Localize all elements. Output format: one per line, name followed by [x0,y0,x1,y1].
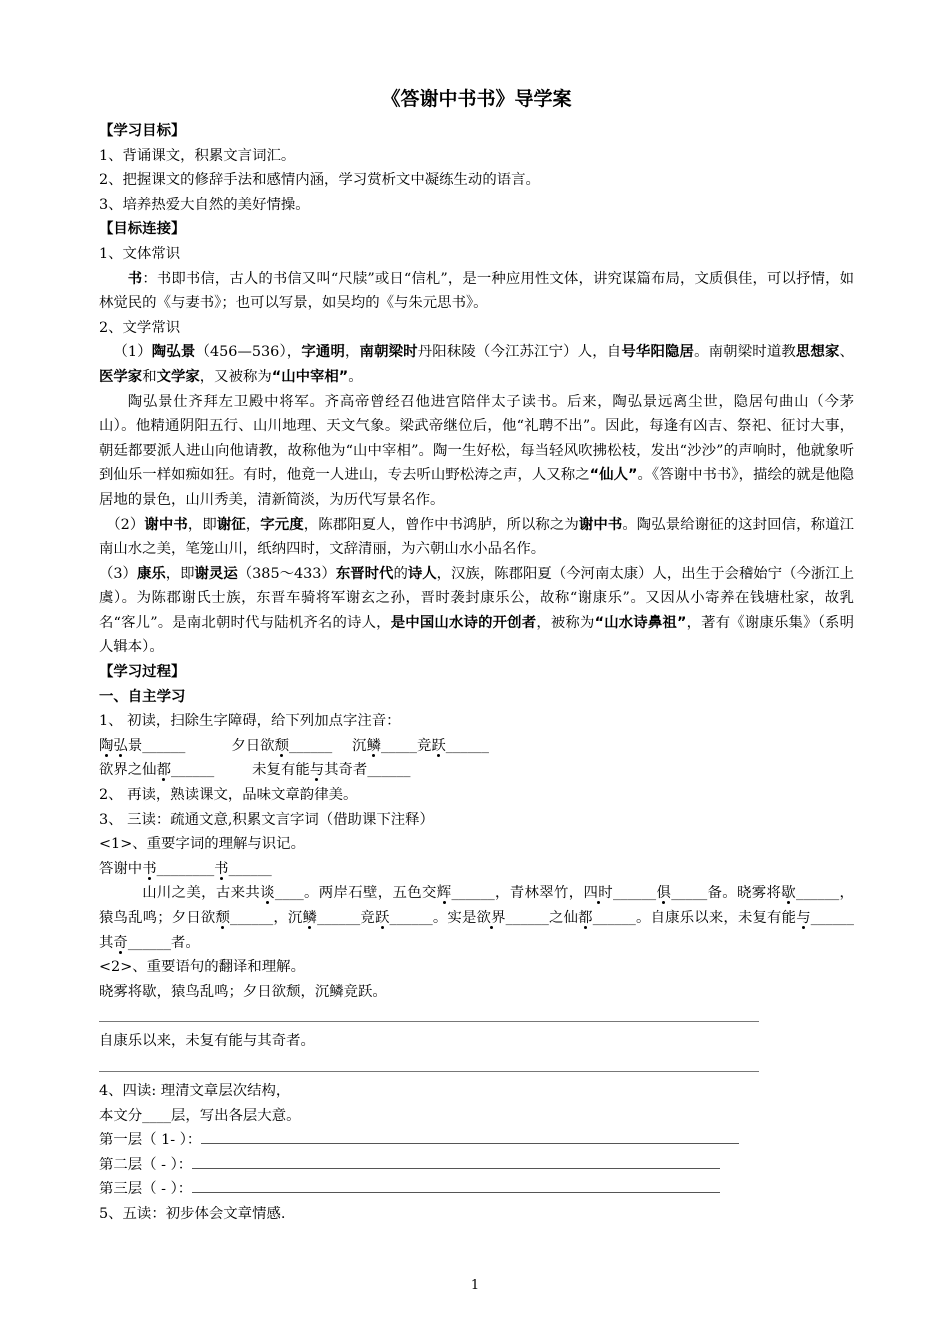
section-heading-link: 【目标连接】 [99,221,186,238]
text-run: 欲界之仙 [99,762,157,779]
recipient-name: 谢中书 [144,516,188,533]
text-run: 陶弘景仕齐拜左卫殿中将军。齐高帝曾经召他进宫陪伴太子读书。后来，陶弘景远离尘世，隐居句曲山（今茅山）。他精通阴阳五行、山川地理、天文气象。梁武帝继位后，他“礼聘不出”。因此，每逢有凶吉、祭祀、征讨大事，朝廷都要派人进山向他请教，故称他为“山中宰相”。陶一生好松，每当轻风吹拂松枝，发出“沙沙”的声响时，他就象听到仙乐一样如痴如狂。有时，他竟一人进山，专去听山野松涛之声，人又称之 [99,393,854,484]
genre-paragraph [99,267,854,316]
text-run: （3） [99,565,137,582]
role-thinker: 思想家 [795,344,840,361]
answer-blank[interactable]: _____竞 [380,737,432,754]
pinyin-row [99,758,854,783]
dotted-char: 欲界 [476,910,506,926]
dotted-char: 与 [796,910,811,926]
step-3: 3、 三读：疏通文意,积累文言字词（借助课下注释） [99,811,434,828]
role-writer: 文学家 [156,368,200,385]
answer-blank[interactable]: 其奇者______ [324,762,411,779]
text-run: ______，青林翠竹， [451,885,584,902]
dotted-char: 鳞 [302,910,318,926]
dotted-char: 歇 [781,885,797,902]
answer-blank[interactable]: ________ [156,860,215,877]
answer-blank[interactable]: ______ [445,737,489,754]
nickname-ancestor: “山水诗鼻祖” [594,614,687,631]
text-run: ，又被称为 [199,368,272,385]
text-run: （2） [106,516,145,533]
text-run: ______，猿鸟乱鸣；夕日欲 [99,885,854,926]
answer-blank[interactable]: ______ [228,860,272,877]
poet-title: 康乐 [136,565,166,582]
dotted-char: 俱 [656,885,672,902]
sub-heading-translation: <2>、重要语句的翻译和理解。 [99,959,305,976]
text-run: ______者。 [127,934,200,951]
answer-line[interactable] [201,1129,739,1144]
dotted-char: 都 [578,910,593,926]
text-run: ______。自康乐以来，未复有能 [592,910,797,926]
answer-blank[interactable]: ______ [612,885,657,902]
layer-label: 第三层（ - ）： [99,1181,193,1198]
subheading-self-study: 一、自主学习 [99,688,186,705]
courtesy-name: 字元度 [260,516,304,533]
text-run: ______之仙 [505,910,579,926]
dynasty: 南朝梁时 [359,344,418,361]
kang-paragraph [99,562,854,660]
genre-term: 书 [127,270,143,287]
answer-blank[interactable]: ______ [288,737,333,754]
author-name: 陶弘景 [151,344,196,361]
text-run: ，陈郡阳夏人，曾作中书鸿胪，所以称之为 [303,516,579,533]
sentence-to-translate: 晓雾将歇，猿鸟乱鸣；夕日欲颓，沉鳞竞跃。 [99,983,387,1000]
text-run: 。 [348,368,363,385]
text-run: （1） [113,344,152,361]
answer-line[interactable] [99,1054,759,1072]
layer-label: 第一层（ 1- ）： [99,1132,202,1149]
text-run: ，著有《谢康乐集》（系明人辑本）。 [99,614,854,656]
text-run: 丹阳秣陵（今江苏江宁）人，自 [417,344,622,361]
era: 东晋时代 [335,565,394,582]
text-run: （456—536）， [195,344,302,361]
dotted-char: 书 [142,860,157,877]
layer-label: 第二层（ - ）： [99,1156,193,1173]
recipient-given-name: 谢征 [216,516,246,533]
step-1: 1、 初读，扫除生字障碍，给下列加点字注音： [99,713,401,730]
pinyin-row [99,734,854,759]
answer-line[interactable] [99,1004,759,1022]
step-4: 4、四读: 理清文章层次结构， [99,1082,291,1099]
text-run: 答谢中 [99,860,143,877]
dotted-char: 书 [214,860,229,877]
layer-row [99,1128,854,1153]
text-run: ，被称为 [536,614,595,631]
text-run: 未复有能 [252,762,310,779]
layers-question: 本文分____层，写出各层大意。 [99,1107,301,1124]
genre-text: ：书即书信，古人的书信又叫“尺牍”或日“信札”，是一种应用性文体，讲究谋篇布局，文质俱佳，可以抒情，如林觉民的《与妻书》；也可以写景，如吴均的《与朱元思书》。 [99,270,854,312]
layer-row [99,1153,854,1178]
xie-paragraph [99,513,854,562]
dotted-char: 跃 [431,737,446,754]
text-run: _____备。晓雾将 [671,885,782,902]
text-run: ______其 [99,910,854,951]
text-run: 和 [142,368,157,385]
dotted-char: 辉 [436,885,452,902]
poet-name: 谢灵运 [194,565,238,582]
text-run: ，即 [187,516,217,533]
text-run: ______竞 [317,910,375,926]
text-run: ，汉族，陈郡阳夏（今河南太康）人，出生于会稽始宁（今浙江上虞）。为陈郡谢氏士族，东晋车骑将军谢玄之孙，晋时袭封康乐公，故称“谢康乐”。又因从小寄养在钱塘杜家，故乳名“客儿”。是南北朝时代与陆机齐名的诗人， [99,565,854,631]
dotted-char: 鳞 [366,737,381,754]
text-run: ____。两岸石壁，五色交 [274,885,437,902]
text-run: ， [345,344,360,361]
answer-line[interactable] [192,1154,720,1169]
tao-story-paragraph [99,390,854,513]
role-physician: 医学家 [99,368,143,385]
dotted-char: 跃 [374,910,390,926]
dotted-char: 谈 [260,885,275,902]
subheading-literature: 2、文学常识 [99,319,181,336]
dotted-char: 弘 [113,737,128,754]
text-run: ______。实是 [389,910,477,926]
sub-heading-vocab: <1>、重要字词的理解与识记。 [99,836,305,853]
nickname-immortal: “仙人” [589,467,638,484]
subheading-genre: 1、文体常识 [99,245,181,262]
art-name: 号华阳隐居 [621,344,695,361]
document-page [99,84,854,1227]
text-run: 的 [393,565,408,582]
text-run: ______，沉 [230,910,303,926]
dotted-char: 奇 [113,934,128,951]
tao-intro-paragraph [99,340,854,389]
dotted-char: 四时 [583,885,613,902]
page-title: 《答谢中书书》导学案 [381,88,572,110]
text-run: 、 [839,344,854,361]
nickname: “山中宰相” [271,368,349,385]
role-poet: 诗人 [407,565,437,582]
answer-line[interactable] [192,1178,720,1193]
section-heading-process: 【学习过程】 [99,664,186,681]
page-number: 1 [470,1278,480,1293]
vocab-row [99,857,854,882]
founder-phrase: 是中国山水诗的开创者 [390,614,537,631]
step-2: 2、 再读，熟读课文，品味文章韵律美。 [99,787,358,804]
text-run: （385～433） [237,565,336,582]
dotted-char: 都 [156,762,171,779]
dotted-char: 颓 [274,737,289,754]
step-5: 5、五读：初步体会文章情感. [99,1205,286,1222]
layer-row [99,1177,854,1202]
goal-item: 3、培养热爱大自然的美好情操。 [99,196,310,213]
goal-item: 2、把握课文的修辞手法和感情内涵，学习赏析文中凝练生动的语言。 [99,172,540,189]
text-run: 山川之美，古来共 [142,885,261,902]
passage-paragraph [99,881,854,955]
recipient-name: 谢中书 [578,516,623,533]
section-heading-goals: 【学习目标】 [99,123,186,139]
text-run: 夕日欲 [231,737,275,754]
answer-blank[interactable]: 景______ [127,737,186,754]
dotted-char: 陶 [99,737,114,754]
text-run: ， [245,516,261,533]
dotted-char: 颓 [215,910,231,926]
text-run: 。《答谢中书书》，描绘的就是他隐居地的景色，山川秀美，清新简淡，为历代写景名作。 [99,467,854,508]
courtesy-name: 字通明 [301,344,345,361]
text-run: 。南朝梁时道教 [694,344,796,361]
sentence-to-translate: 自康乐以来，未复有能与其奇者。 [99,1033,315,1050]
text-run: ，即 [165,565,195,582]
text-run: 。陶弘景给谢征的这封回信，称道江南山水之美，笔笼山川，纸纳四时，文辞清丽，为六朝山水小品名作。 [99,516,854,558]
dotted-char: 与 [309,762,325,779]
goal-item: 1、背诵课文，积累文言词汇。 [99,147,296,164]
text-run: 沉 [352,737,367,754]
answer-blank[interactable]: ______ [170,762,215,779]
